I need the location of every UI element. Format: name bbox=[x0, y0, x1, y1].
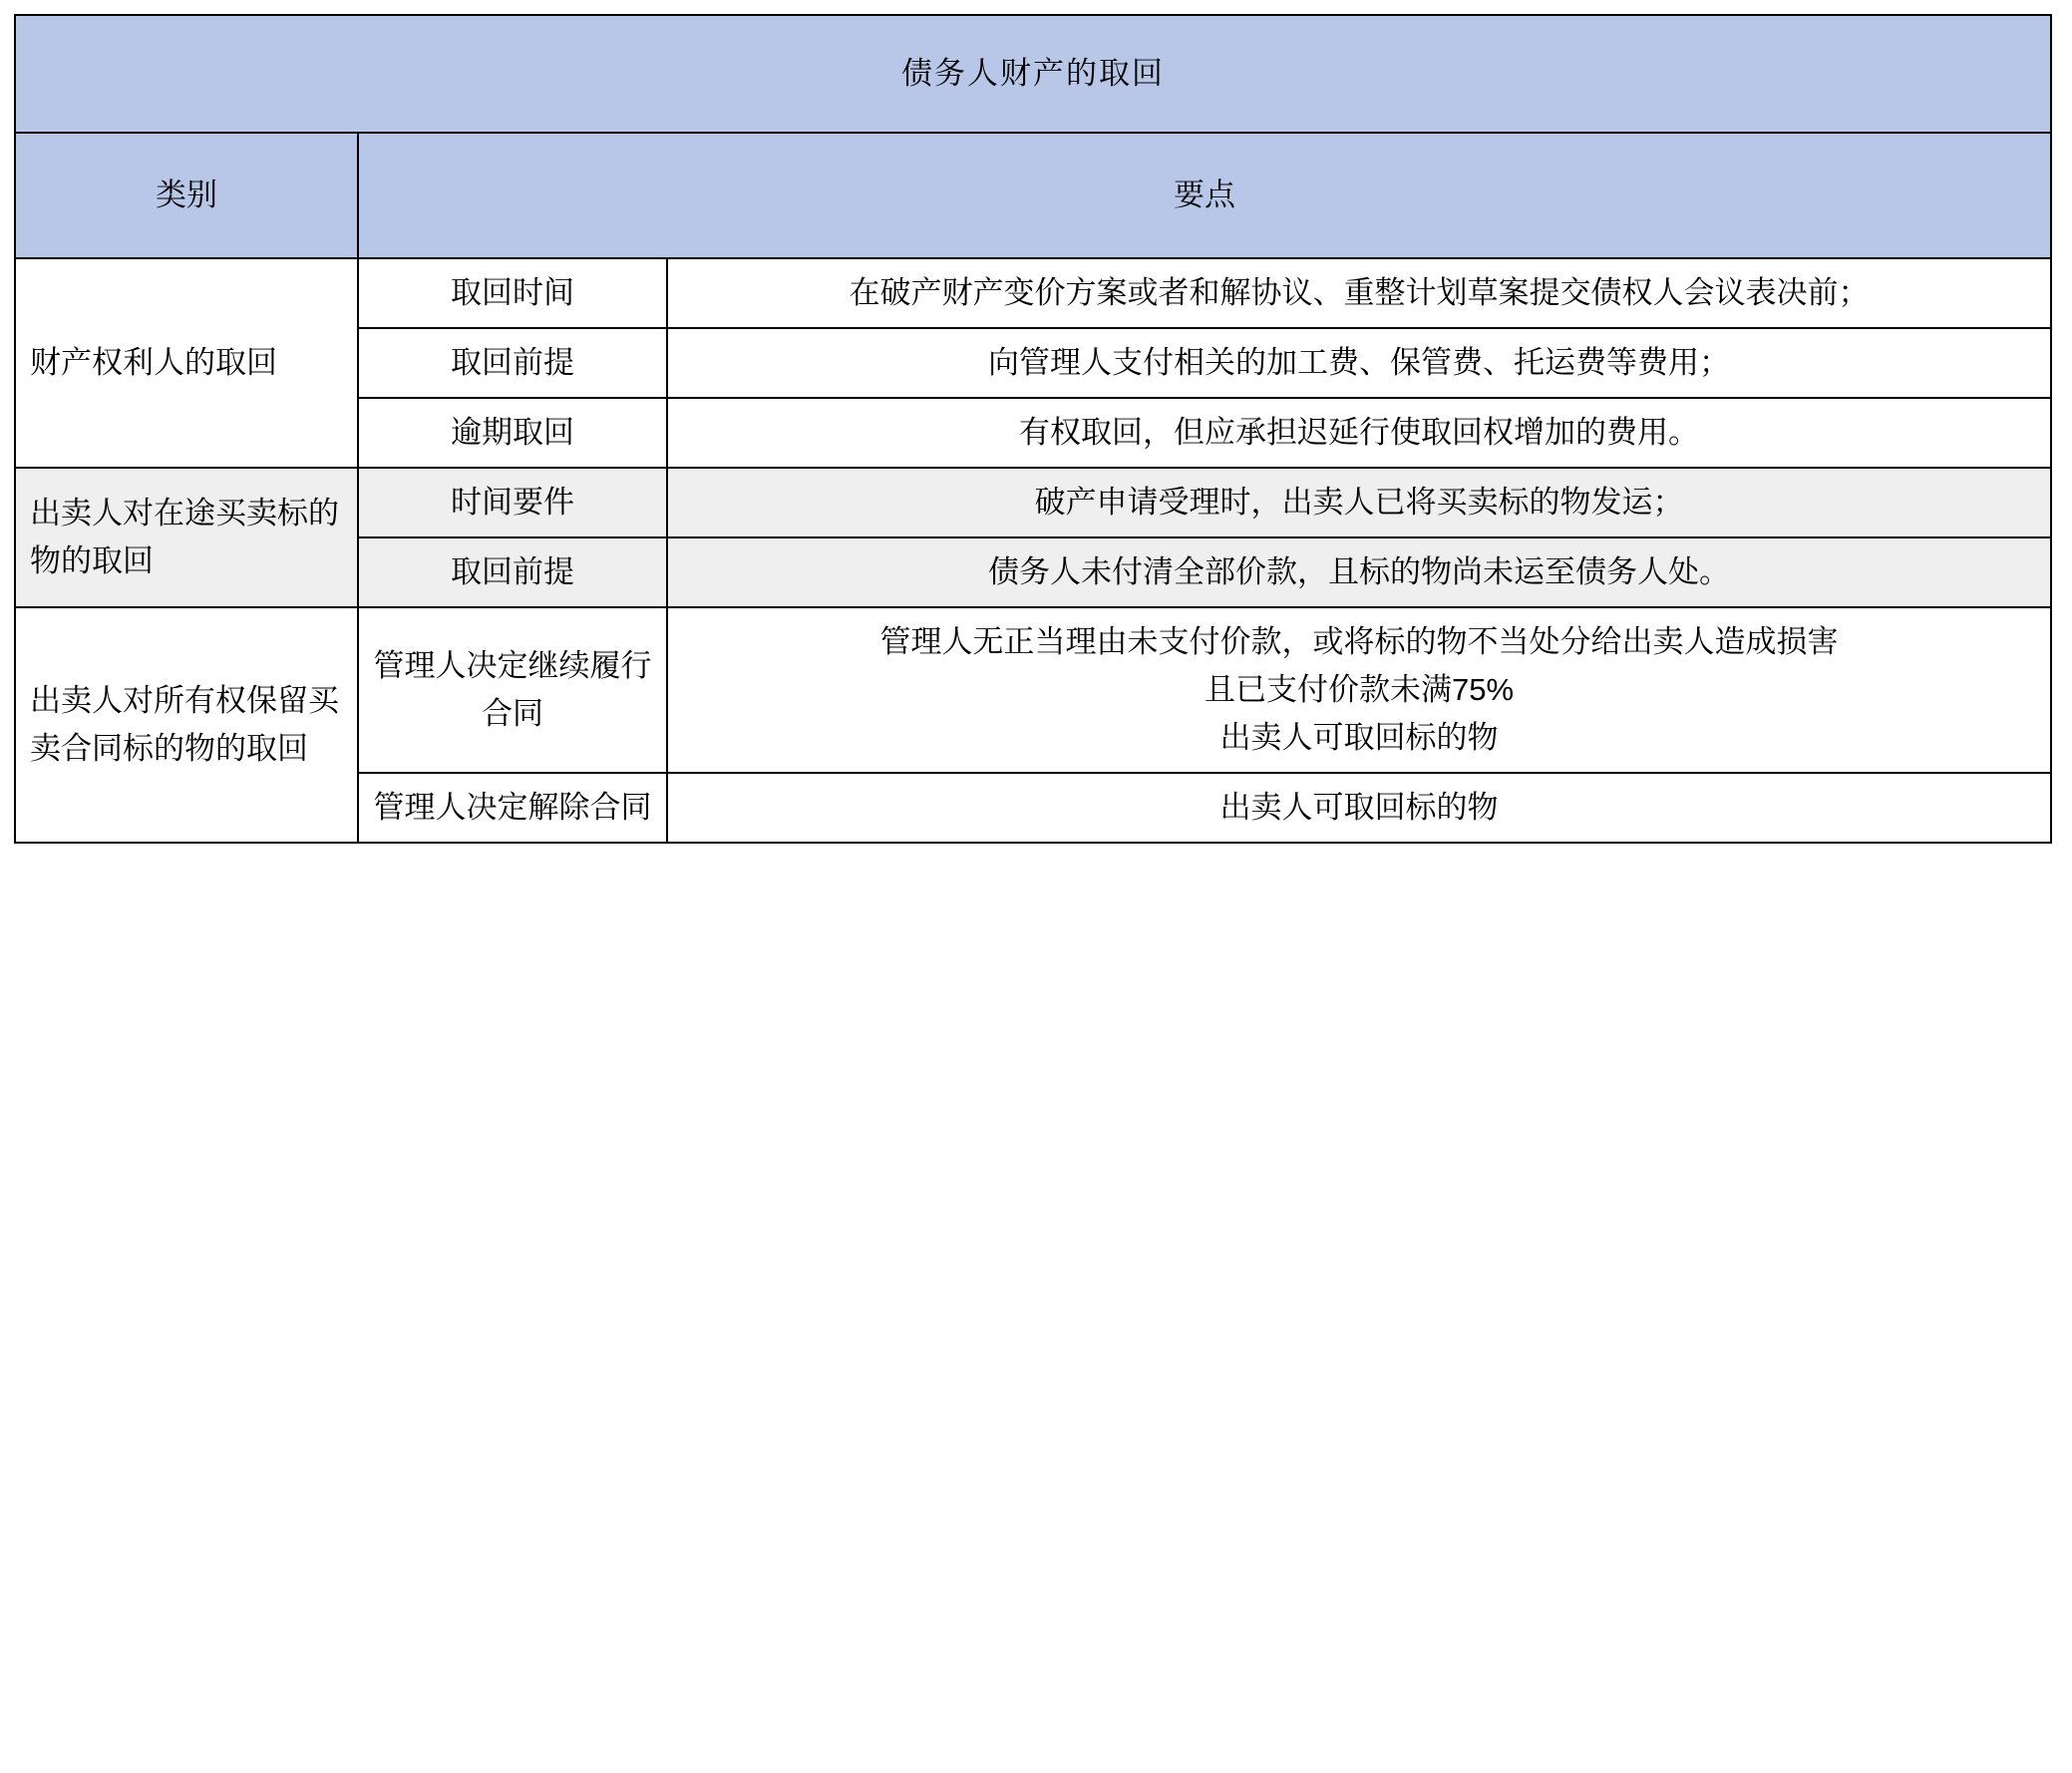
point-cell-0-0 bbox=[667, 258, 2051, 328]
category-cell-0: 财产权利人的取回 bbox=[15, 258, 358, 468]
table-row bbox=[15, 258, 2051, 328]
point-line: 有权取回，但应承担迟延行使取回权增加的费用。 bbox=[1019, 415, 1699, 451]
point-line: 出卖人可取回标的物 bbox=[1219, 720, 1499, 756]
point-cell-0-1 bbox=[667, 328, 2051, 398]
column-header-category: 类别 bbox=[15, 133, 358, 258]
subtype-cell-2-0: 管理人决定继续履行合同 bbox=[358, 607, 667, 773]
subtype-cell-1-0: 时间要件 bbox=[358, 468, 667, 537]
point-line: 向管理人支付相关的加工费、保管费、托运费等费用； bbox=[988, 345, 1730, 381]
point-line: 且已支付价款未满75% bbox=[1204, 672, 1515, 708]
table-header-row bbox=[15, 133, 2051, 258]
property-recovery-table bbox=[14, 14, 2052, 844]
subtype-cell-1-1: 取回前提 bbox=[358, 537, 667, 607]
column-header-points: 要点 bbox=[358, 133, 2051, 258]
point-line: 在破产财产变价方案或者和解协议、重整计划草案提交债权人会议表决前； bbox=[849, 275, 1870, 310]
category-cell-1: 出卖人对在途买卖标的物的取回 bbox=[15, 468, 358, 607]
table-title-row bbox=[15, 15, 2051, 133]
point-cell-2-1 bbox=[667, 773, 2051, 843]
subtype-cell-0-1: 取回前提 bbox=[358, 328, 667, 398]
point-line: 出卖人可取回标的物 bbox=[1219, 790, 1499, 826]
point-cell-0-2 bbox=[667, 398, 2051, 468]
point-line: 管理人无正当理由未支付价款，或将标的物不当处分给出卖人造成损害 bbox=[879, 624, 1839, 660]
category-cell-2: 出卖人对所有权保留买卖合同标的物的取回 bbox=[15, 607, 358, 843]
subtype-cell-2-1: 管理人决定解除合同 bbox=[358, 773, 667, 843]
table-row bbox=[15, 468, 2051, 537]
point-line: 债务人未付清全部价款，且标的物尚未运至债务人处。 bbox=[988, 554, 1730, 590]
point-cell-2-0 bbox=[667, 607, 2051, 773]
point-line: 破产申请受理时，出卖人已将买卖标的物发运； bbox=[1034, 485, 1684, 521]
point-cell-1-1 bbox=[667, 537, 2051, 607]
subtype-cell-0-2: 逾期取回 bbox=[358, 398, 667, 468]
table-row bbox=[15, 607, 2051, 773]
point-cell-1-0 bbox=[667, 468, 2051, 537]
subtype-cell-0-0: 取回时间 bbox=[358, 258, 667, 328]
page-title: 债务人财产的取回 bbox=[15, 15, 2051, 133]
